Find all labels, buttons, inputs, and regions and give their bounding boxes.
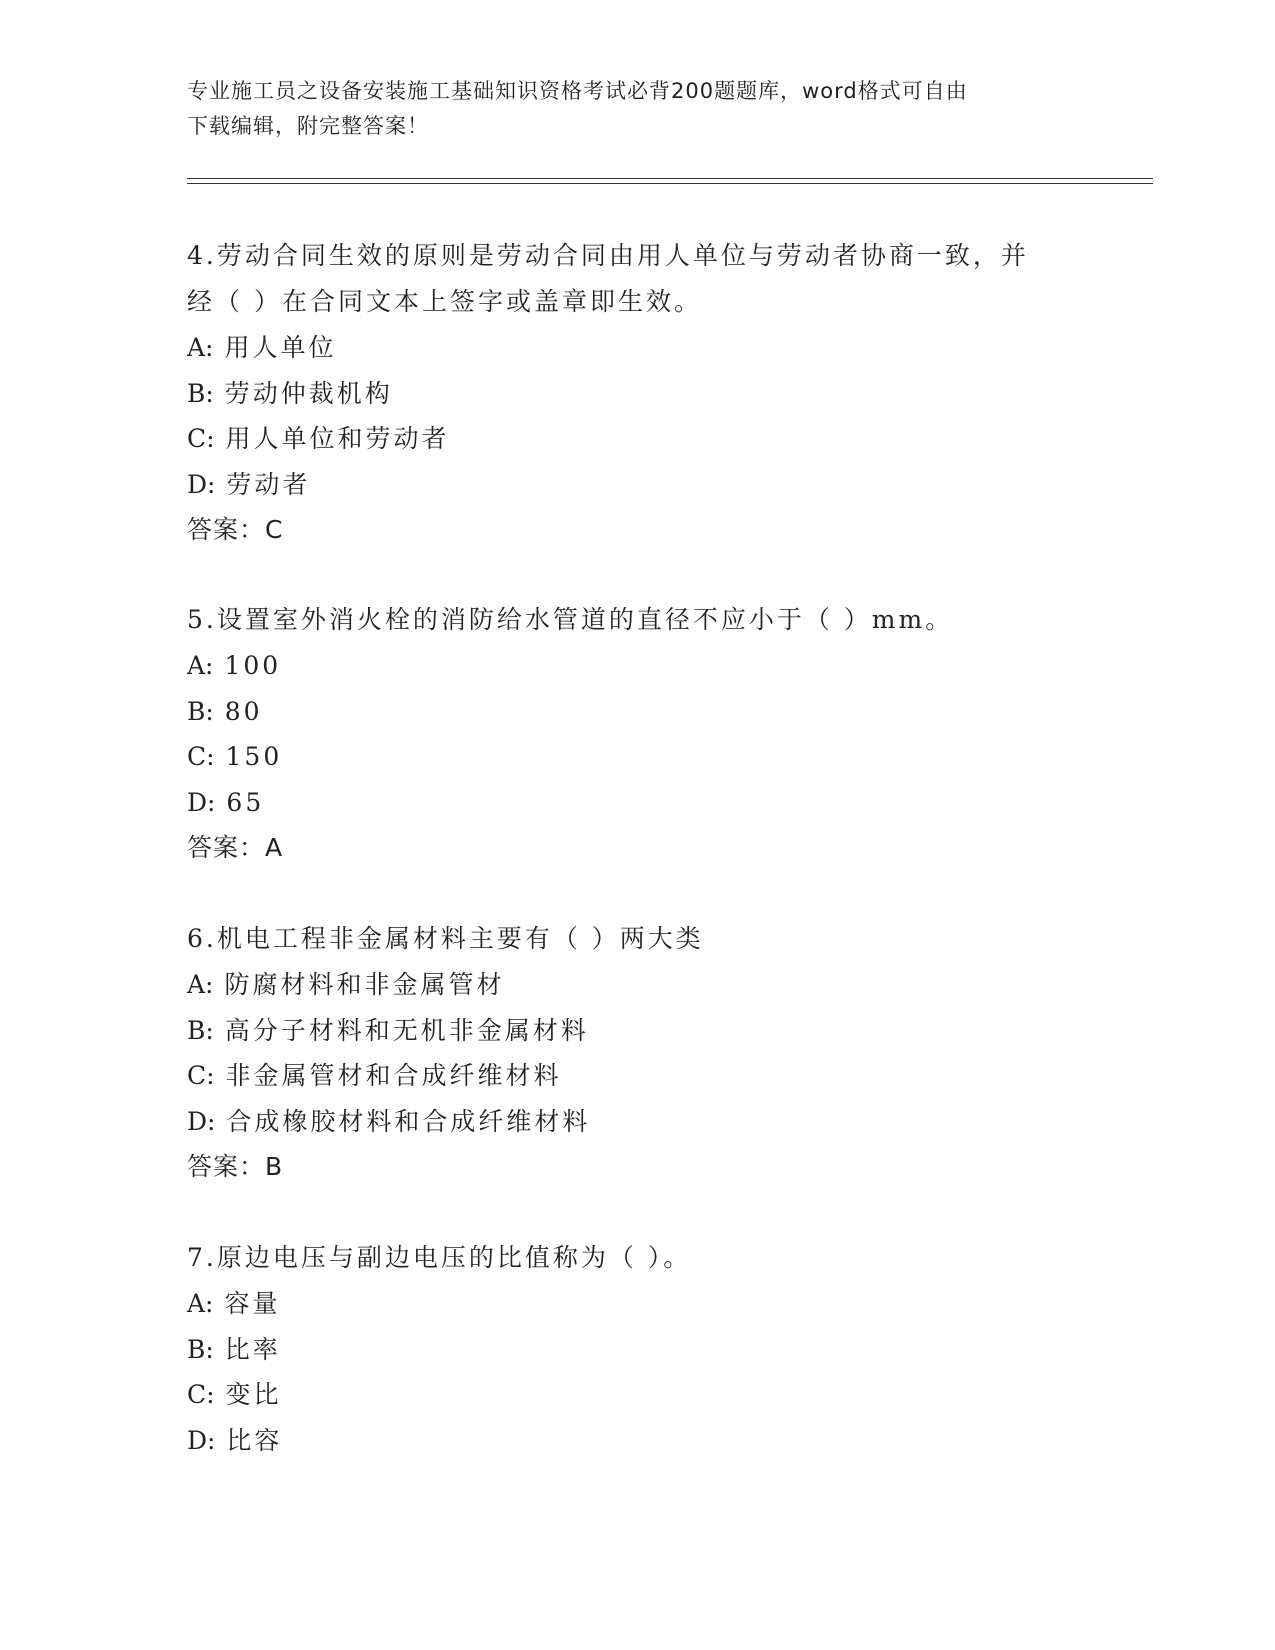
option-c [187, 1053, 1087, 1099]
option-letter: A: [187, 333, 214, 362]
question-stem: 5.设置室外消火栓的消防给水管道的直径不应小于（ ）mm。 [187, 605, 954, 634]
header-line-1: 专业施工员之设备安装施工基础知识资格考试必背200题题库，word格式可自由 [187, 79, 968, 103]
option-d [187, 1099, 1087, 1145]
option-a [187, 325, 1087, 371]
option-letter: A: [187, 1289, 214, 1318]
option-b [187, 1008, 1087, 1054]
option-a [187, 962, 1087, 1008]
option-text: 65 [226, 787, 265, 817]
option-letter: B: [187, 378, 214, 408]
option-text: 比容 [226, 1425, 283, 1455]
option-d [187, 1418, 1087, 1464]
option-text: 用人单位和劳动者 [225, 424, 450, 453]
question-6 [187, 916, 1087, 1190]
option-letter: D: [187, 1106, 216, 1136]
answer-line: 答案：C [187, 515, 284, 544]
option-text: 100 [224, 651, 282, 680]
option-c [187, 1372, 1087, 1418]
option-letter: B: [187, 696, 214, 726]
question-stem-continued: 经（ ）在合同文本上签字或盖章即生效。 [187, 287, 702, 316]
option-text: 合成橡胶材料和合成纤维材料 [226, 1106, 591, 1136]
option-text: 变比 [225, 1380, 282, 1409]
question-4 [187, 233, 1087, 553]
option-letter: C: [187, 742, 215, 771]
option-d [187, 780, 1087, 826]
option-text: 80 [224, 696, 263, 726]
option-c [187, 416, 1087, 462]
option-text: 150 [225, 742, 283, 771]
document-header [187, 74, 1087, 144]
question-stem: 4.劳动合同生效的原则是劳动合同由用人单位与劳动者协商一致，并 [187, 241, 1029, 270]
option-text: 劳动者 [226, 469, 311, 499]
answer-line: 答案：B [187, 1152, 284, 1181]
option-text: 高分子材料和无机非金属材料 [224, 1015, 589, 1045]
option-text: 防腐材料和非金属管材 [224, 970, 505, 999]
option-text: 容量 [224, 1289, 281, 1318]
question-stem: 6.机电工程非金属材料主要有（ ）两大类 [187, 924, 704, 953]
option-b [187, 689, 1087, 735]
question-stem: 7.原边电压与副边电压的比值称为（ ）。 [187, 1243, 692, 1272]
option-letter: C: [187, 1061, 215, 1090]
answer-line: 答案：A [187, 833, 284, 862]
option-letter: B: [187, 1334, 214, 1364]
option-a [187, 1281, 1087, 1327]
option-b [187, 371, 1087, 417]
option-letter: C: [187, 1380, 215, 1409]
option-letter: C: [187, 424, 215, 453]
option-letter: A: [187, 970, 214, 999]
option-c [187, 734, 1087, 780]
option-d [187, 462, 1087, 508]
option-b [187, 1327, 1087, 1373]
option-text: 比率 [224, 1334, 281, 1364]
question-5 [187, 597, 1087, 871]
option-a [187, 643, 1087, 689]
option-letter: D: [187, 469, 216, 499]
option-letter: A: [187, 651, 214, 680]
header-divider-top [187, 178, 1153, 179]
question-7 [187, 1235, 1087, 1463]
header-divider-bottom [187, 183, 1153, 184]
option-text: 非金属管材和合成纤维材料 [225, 1061, 562, 1090]
header-line-2: 下载编辑，附完整答案！ [187, 114, 429, 138]
option-letter: D: [187, 787, 216, 817]
option-text: 劳动仲裁机构 [224, 378, 393, 408]
option-letter: B: [187, 1015, 214, 1045]
option-text: 用人单位 [224, 333, 337, 362]
option-letter: D: [187, 1425, 216, 1455]
